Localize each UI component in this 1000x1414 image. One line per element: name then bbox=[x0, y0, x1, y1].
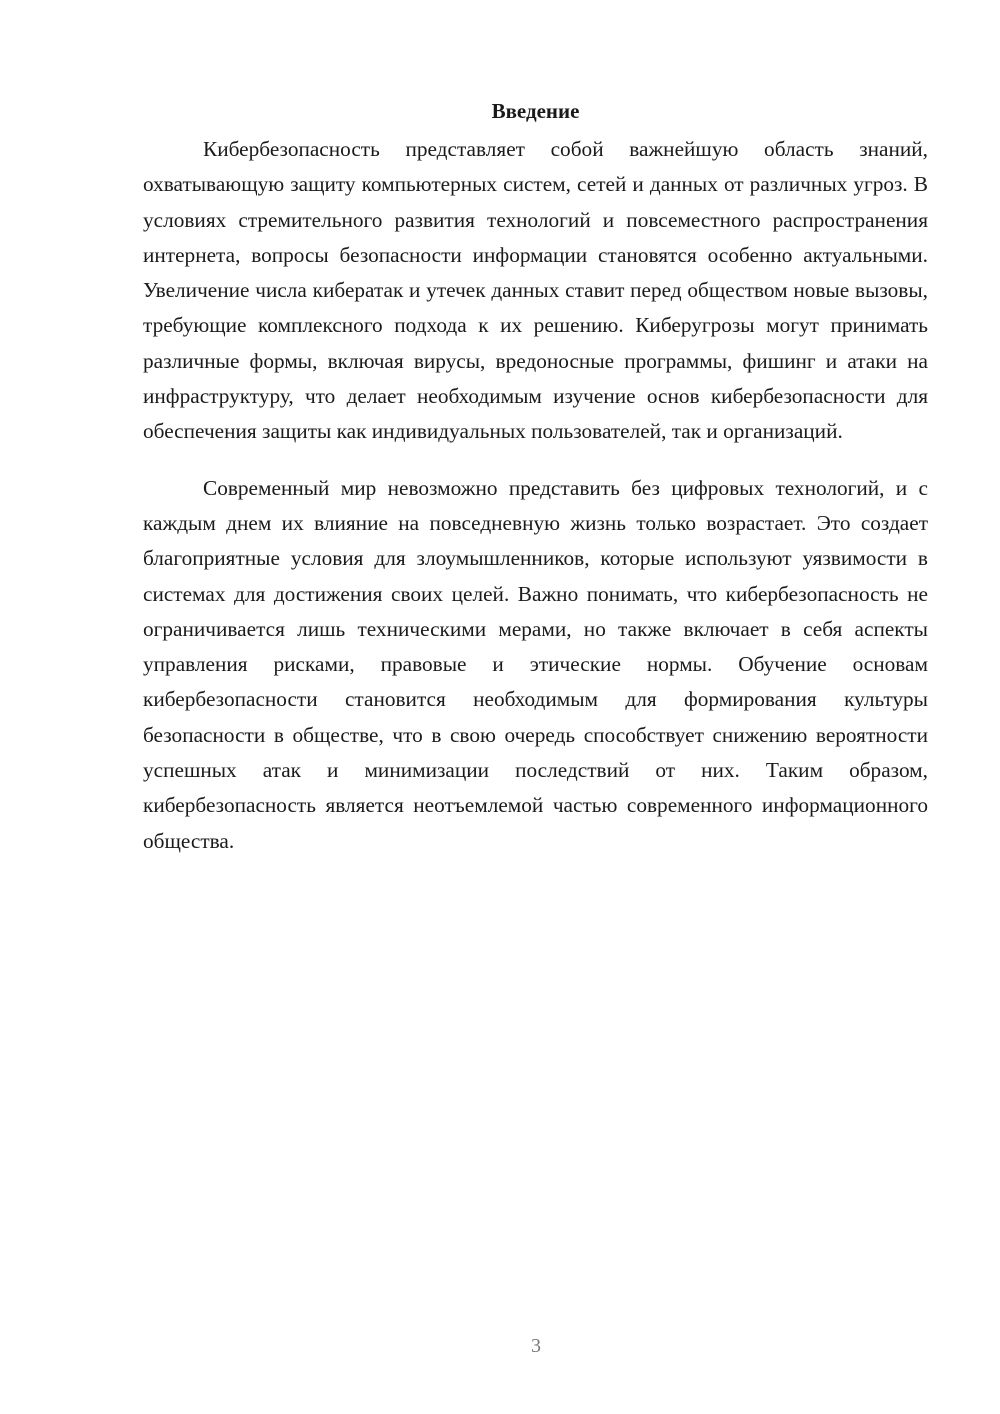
paragraph-2: Современный мир невозможно представить без цифровых технологий, и с каждым днем их влияние на повседневную жизнь только возрастает. Это создает благоприятные условия для злоумышленников, которые используют уязвимости в системах для достижения своих целей. Важно понимать, что кибербезопасность не ограничивается лишь техническими мерами, но также включает в себя аспекты управления рисками, правовые и этические нормы. Обучение основам кибербезопасности становится необходимым для формирования культуры безопасности в обществе, что в свою очередь способствует снижению вероятности успешных атак и минимизации последствий от них. Таким образом, кибербезопасность является неотъемлемой частью современного информационного общества. bbox=[143, 475, 928, 853]
paragraph-1: Кибербезопасность представляет собой важнейшую область знаний, охватывающую защиту компьютерных систем, сетей и данных от различных угроз. В условиях стремительного развития технологий и повсеместного распространения интернета, вопросы безопасности информации становятся особенно актуальными. Увеличение числа кибератак и утечек данных ставит перед обществом новые вызовы, требующие комплексного подхода к их решению. Киберугрозы могут принимать различные формы, включая вирусы, вредоносные программы, фишинг и атаки на инфраструктуру, что делает необходимым изучение основ кибербезопасности для обеспечения защиты как индивидуальных пользователей, так и организаций. bbox=[143, 137, 928, 444]
page-number: 3 bbox=[531, 1335, 541, 1357]
page-content bbox=[143, 96, 928, 859]
section-title: Введение bbox=[491, 99, 580, 123]
